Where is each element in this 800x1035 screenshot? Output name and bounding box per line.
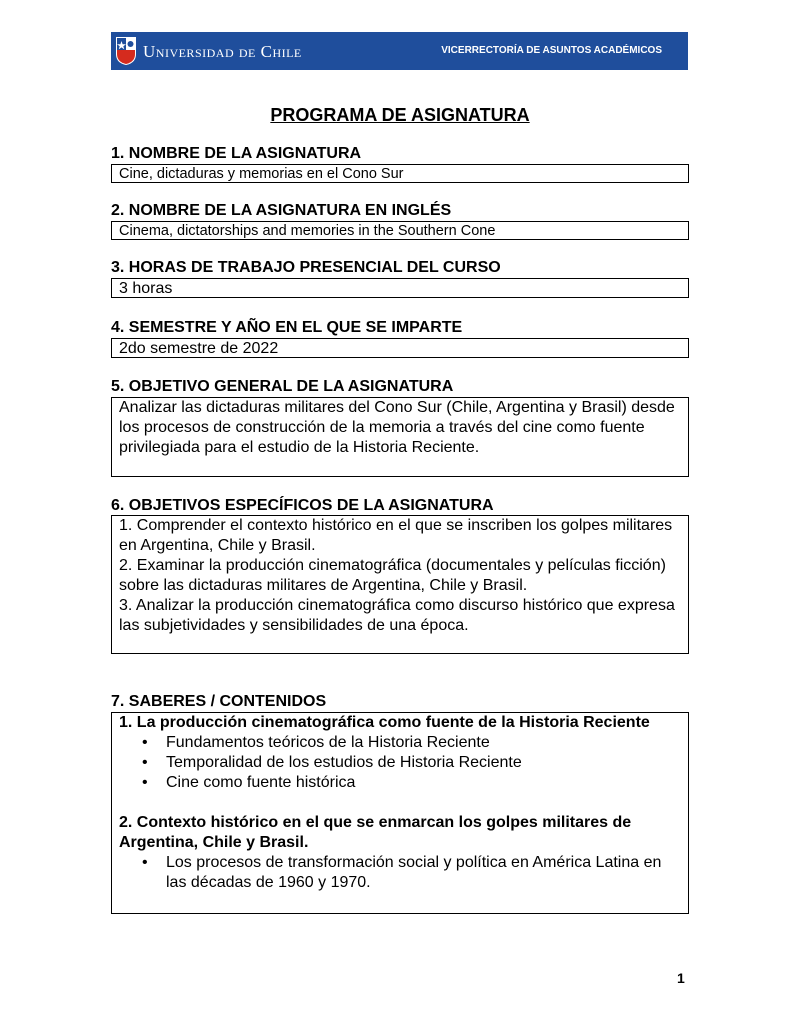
- unit-2-list: [119, 853, 681, 893]
- section-7-box: [111, 712, 689, 914]
- section-4-box: [111, 338, 689, 358]
- list-item: • Los procesos de transformación social y política en América Latina en las décadas de 1960 y 1970.: [166, 853, 681, 893]
- specific-objective-3: 3. Analizar la producción cinematográfica como discurso histórico que expresa las subjetividades y sensibilidades de una época.: [119, 597, 675, 634]
- section-5-box: [111, 397, 689, 477]
- unit-1-list: [119, 733, 681, 793]
- unit-2-title: 2. Contexto histórico en el que se enmarcan los golpes militares de Argentina, Chile y Brasil.: [119, 814, 632, 851]
- university-crest-icon: [115, 36, 137, 66]
- section-5-heading: 5. OBJETIVO GENERAL DE LA ASIGNATURA: [111, 378, 454, 395]
- general-objective: Analizar las dictaduras militares del Cono Sur (Chile, Argentina y Brasil) desde los procesos de construcción de la memoria a través del cine como fuente privilegiada para el estudio de la Historia Reciente.: [119, 399, 675, 456]
- unit-1-title: 1. La producción cinematográfica como fuente de la Historia Reciente: [119, 714, 650, 731]
- section-7-heading: 7. SABERES / CONTENIDOS: [111, 693, 327, 710]
- section-4-heading: 4. SEMESTRE Y AÑO EN EL QUE SE IMPARTE: [111, 319, 463, 336]
- semester-year: 2do semestre de 2022: [119, 340, 279, 357]
- section-2-heading: 2. NOMBRE DE LA ASIGNATURA EN INGLÉS: [111, 202, 452, 219]
- section-1-heading: 1. NOMBRE DE LA ASIGNATURA: [111, 145, 362, 162]
- section-2-box: [111, 221, 689, 240]
- section-3-box: [111, 278, 689, 298]
- specific-objective-1: 1. Comprender el contexto histórico en el que se inscriben los golpes militares en Argentina, Chile y Brasil.: [119, 517, 673, 554]
- header-banner: [111, 32, 688, 70]
- section-6-box: [111, 515, 689, 654]
- course-name-english: Cinema, dictatorships and memories in the Southern Cone: [119, 223, 496, 239]
- university-name: Universidad de Chile: [143, 42, 302, 61]
- contact-hours: 3 horas: [119, 280, 173, 297]
- list-item: • Fundamentos teóricos de la Historia Reciente: [166, 733, 681, 753]
- section-3-heading: 3. HORAS DE TRABAJO PRESENCIAL DEL CURSO: [111, 259, 501, 276]
- page-number: 1: [677, 970, 685, 986]
- office-name: VICERRECTORÍA DE ASUNTOS ACADÉMICOS: [441, 45, 662, 56]
- section-6-heading: 6. OBJETIVOS ESPECÍFICOS DE LA ASIGNATURA: [111, 497, 494, 514]
- list-item: • Temporalidad de los estudios de Historia Reciente: [166, 753, 681, 773]
- section-1-box: [111, 164, 689, 183]
- specific-objective-2: 2. Examinar la producción cinematográfica (documentales y películas ficción) sobre las dictaduras militares de Argentina, Chile y Brasil.: [119, 557, 666, 594]
- list-item: • Cine como fuente histórica: [166, 773, 681, 793]
- course-name: Cine, dictaduras y memorias en el Cono Sur: [119, 166, 404, 182]
- page-title: PROGRAMA DE ASIGNATURA: [270, 105, 530, 125]
